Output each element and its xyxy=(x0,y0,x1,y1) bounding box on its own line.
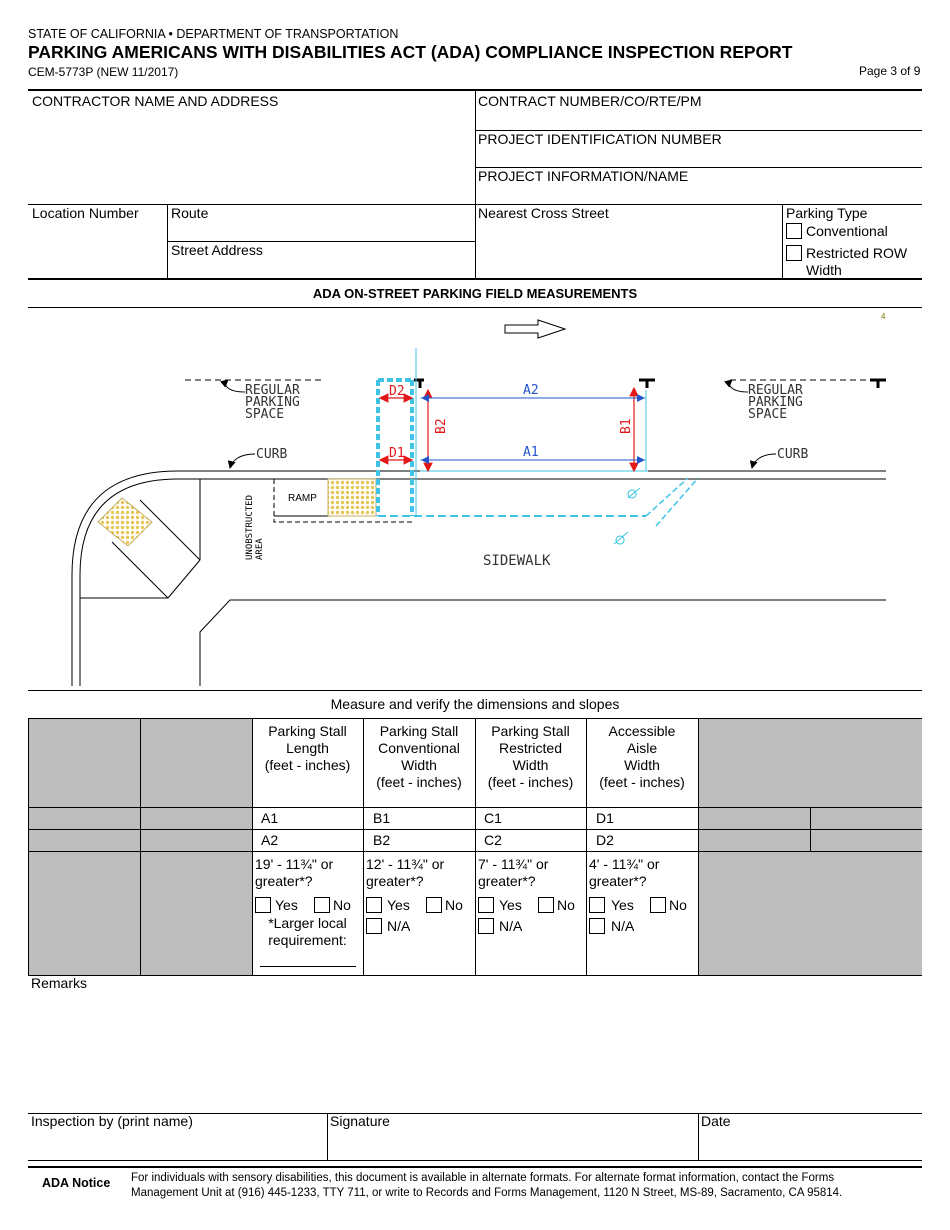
criteria-conventional: 12' - 11¾" or xyxy=(366,856,445,872)
street-address-label: Street Address xyxy=(171,242,263,258)
length-yes-checkbox[interactable] xyxy=(255,897,271,913)
page-mark: 4 xyxy=(881,312,886,321)
stall-t-marker xyxy=(870,380,886,388)
direction-arrow-icon xyxy=(505,320,565,338)
parking-type-label: Parking Type xyxy=(786,205,868,221)
regular-parking-text: PARKING xyxy=(748,395,803,410)
rule xyxy=(810,807,811,851)
yes-label: Yes xyxy=(387,897,410,913)
unobstructed-text: UNOBSTRUCTED xyxy=(245,494,255,560)
conventional-label: Conventional xyxy=(806,223,888,239)
criteria-restricted: 7' - 11¾" or xyxy=(478,856,549,872)
restricted-row-label: Restricted ROW xyxy=(806,245,908,261)
restricted-na-checkbox[interactable] xyxy=(478,918,494,934)
section-title: ADA ON-STREET PARKING FIELD MEASUREMENTS xyxy=(312,286,638,301)
rule xyxy=(28,1166,922,1168)
measure-caption: Measure and verify the dimensions and slopes xyxy=(330,696,620,712)
label-leader xyxy=(226,380,245,392)
conventional-na-checkbox[interactable] xyxy=(366,918,382,934)
project-id-label: PROJECT IDENTIFICATION NUMBER xyxy=(478,131,722,147)
route-label: Route xyxy=(171,205,209,221)
label-d2: D2 xyxy=(389,384,405,399)
corner-ramp-line xyxy=(112,542,168,598)
label-d1: D1 xyxy=(389,446,405,461)
regular-parking-text: SPACE xyxy=(748,407,788,422)
page-number: Page 3 of 9 xyxy=(859,64,921,78)
form-title: PARKING AMERICANS WITH DISABILITIES ACT (ADA) COMPLIANCE INSPECTION REPORT xyxy=(28,42,793,62)
criteria-aisle: greater*? xyxy=(589,873,647,889)
rule xyxy=(28,975,922,976)
date-label: Date xyxy=(701,1113,731,1129)
rule xyxy=(28,690,922,691)
criteria-conventional: greater*? xyxy=(366,873,424,889)
criteria-length: greater*? xyxy=(255,873,313,889)
cell-c1[interactable]: C1 xyxy=(484,810,502,826)
yes-label: Yes xyxy=(499,897,522,913)
inspection-by-field[interactable] xyxy=(28,1130,326,1159)
label-a1: A1 xyxy=(523,445,539,460)
rule xyxy=(698,718,699,975)
sidewalk-back-line xyxy=(200,600,886,686)
curb-text: CURB xyxy=(777,447,809,462)
regular-parking-text: REGULAR xyxy=(748,383,803,398)
no-label: No xyxy=(333,897,351,913)
restricted-no-checkbox[interactable] xyxy=(538,897,554,913)
corner-ramp-line xyxy=(140,500,200,560)
label-leader xyxy=(730,380,748,392)
label-a2: A2 xyxy=(523,383,539,398)
cell-d2[interactable]: D2 xyxy=(596,832,614,848)
criteria-restricted: greater*? xyxy=(478,873,536,889)
cell-c2[interactable]: C2 xyxy=(484,832,502,848)
criteria-aisle: 4' - 11¾" or xyxy=(589,856,660,872)
contract-number-label: CONTRACT NUMBER/CO/RTE/PM xyxy=(478,93,702,109)
corner-detectable-warning xyxy=(98,498,152,546)
no-label: No xyxy=(557,897,575,913)
curb-leader xyxy=(230,454,255,468)
ada-notice-text: Management Unit at (916) 445-1233, TTY 711, or write to Records and Forms Management, 1120 N Street, MS-89, Sacramento, CA 95814. xyxy=(131,1187,843,1199)
header-aisle-width: Accessible Aisle Width (feet - inches) xyxy=(599,723,685,790)
cell-b2[interactable]: B2 xyxy=(373,832,391,848)
ada-notice-text: For individuals with sensory disabilities, this document is available in alternate formats. For alternate format information, contact the Forms xyxy=(131,1172,835,1184)
agency-name: STATE OF CALIFORNIA • DEPARTMENT OF TRANSPORTATION xyxy=(28,27,399,41)
cell-a2[interactable]: A2 xyxy=(261,832,279,848)
yes-label: Yes xyxy=(611,897,634,913)
no-label: No xyxy=(445,897,463,913)
curb-text: CURB xyxy=(256,447,288,462)
curb-leader xyxy=(752,454,776,468)
local-requirement-label: *Larger local requirement: xyxy=(268,915,347,948)
cell-d1[interactable]: D1 xyxy=(596,810,614,826)
aisle-no-checkbox[interactable] xyxy=(650,897,666,913)
yes-label: Yes xyxy=(275,897,298,913)
na-label: N/A xyxy=(499,918,523,934)
stall-t-marker xyxy=(639,380,655,388)
header-conventional-width: Parking Stall Conventional Width (feet - inches) xyxy=(376,723,462,790)
cell-a1[interactable]: A1 xyxy=(261,810,279,826)
header-stall-length: Parking Stall Length (feet - inches) xyxy=(264,723,351,773)
location-number-label: Location Number xyxy=(32,205,139,221)
na-label: N/A xyxy=(387,918,411,934)
remarks-field[interactable] xyxy=(28,993,922,1111)
remarks-label: Remarks xyxy=(31,975,88,991)
ramp-detectable-warning xyxy=(328,479,376,516)
corner-ramp-line xyxy=(168,560,200,598)
aisle-yes-checkbox[interactable] xyxy=(589,897,605,913)
cell-b1[interactable]: B1 xyxy=(373,810,391,826)
regular-parking-text: REGULAR xyxy=(245,383,300,398)
regular-parking-text: SPACE xyxy=(245,407,285,422)
label-b1: B1 xyxy=(619,418,634,434)
signature-label: Signature xyxy=(330,1113,390,1129)
length-no-checkbox[interactable] xyxy=(314,897,330,913)
restricted-yes-checkbox[interactable] xyxy=(478,897,494,913)
slope-symbol xyxy=(614,532,628,544)
label-b2: B2 xyxy=(434,418,449,434)
regular-parking-text: PARKING xyxy=(245,395,300,410)
curb-line-outer xyxy=(72,471,886,686)
curb-line-inner xyxy=(80,479,886,686)
rule xyxy=(140,718,141,975)
rule xyxy=(28,718,29,975)
ramp-text: RAMP xyxy=(288,493,317,504)
no-label: No xyxy=(669,897,687,913)
rule xyxy=(28,1160,922,1161)
conventional-no-checkbox[interactable] xyxy=(426,897,442,913)
project-info-label: PROJECT INFORMATION/NAME xyxy=(478,168,689,184)
restricted-row-label-2: Width xyxy=(806,262,842,278)
na-label: N/A xyxy=(611,918,635,934)
conventional-yes-checkbox[interactable] xyxy=(366,897,382,913)
unobstructed-text: AREA xyxy=(255,538,265,560)
signature-field[interactable] xyxy=(328,1130,697,1159)
sidewalk-text: SIDEWALK xyxy=(483,553,551,569)
date-field[interactable] xyxy=(699,1130,921,1159)
slope-symbol xyxy=(628,488,640,498)
aisle-na-checkbox[interactable] xyxy=(589,918,605,934)
form-number: CEM-5773P (NEW 11/2017) xyxy=(28,65,179,79)
header-restricted-width: Parking Stall Restricted Width (feet - inches) xyxy=(487,723,574,790)
inspection-by-label: Inspection by (print name) xyxy=(31,1113,193,1129)
ada-notice-label: ADA Notice xyxy=(42,1176,111,1190)
local-requirement-line[interactable] xyxy=(260,966,356,967)
criteria-length: 19' - 11¾" or xyxy=(255,856,334,872)
contractor-name-label: CONTRACTOR NAME AND ADDRESS xyxy=(32,93,279,109)
cross-street-label: Nearest Cross Street xyxy=(478,205,609,221)
